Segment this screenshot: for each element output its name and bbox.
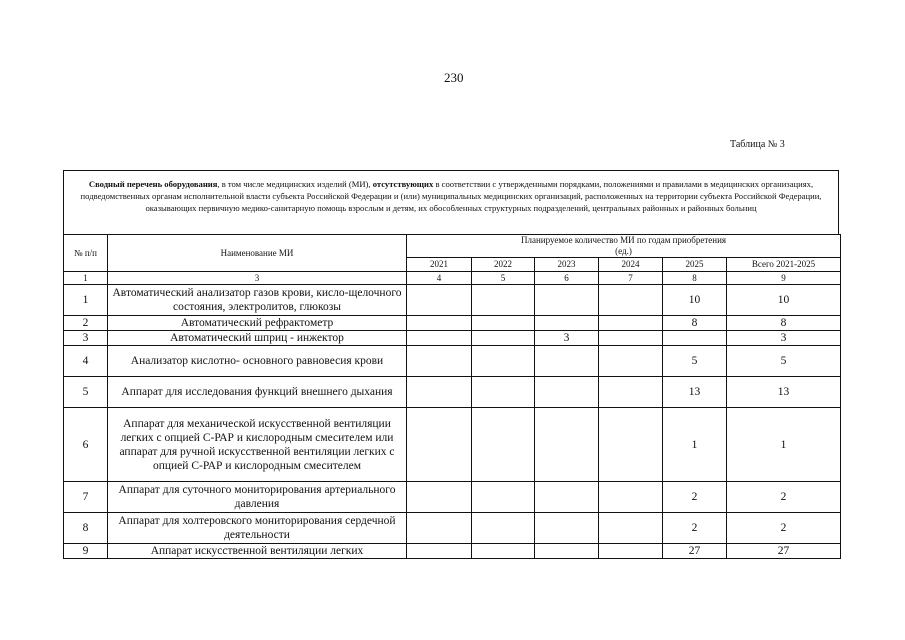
header-planned	[407, 235, 841, 258]
column-index-row	[64, 272, 841, 285]
table-row	[64, 316, 841, 331]
equipment-table	[63, 234, 841, 559]
cell-2023	[535, 377, 599, 408]
cell-2025: 2	[663, 482, 727, 513]
header-num: № п/п	[64, 235, 108, 272]
cell-2024	[599, 482, 663, 513]
cell-total: 2	[727, 513, 841, 544]
index-cell: 6	[535, 272, 599, 285]
cell-2022	[472, 346, 535, 377]
cell-2025: 13	[663, 377, 727, 408]
cell-2024	[599, 346, 663, 377]
cell-2022	[472, 285, 535, 316]
row-name: Анализатор кислотно- основного равновесия крови	[108, 346, 407, 377]
row-num: 5	[64, 377, 108, 408]
table-row	[64, 285, 841, 316]
cell-2021	[407, 346, 472, 377]
header-name: Наименование МИ	[108, 235, 407, 272]
cell-total: 8	[727, 316, 841, 331]
cell-2021	[407, 482, 472, 513]
page-number: 230	[444, 70, 464, 85]
cell-2021	[407, 316, 472, 331]
index-cell: 5	[472, 272, 535, 285]
cell-2021	[407, 408, 472, 482]
cell-total: 27	[727, 544, 841, 559]
cell-2025: 1	[663, 408, 727, 482]
row-num: 2	[64, 316, 108, 331]
row-name: Автоматический шприц - инжектор	[108, 331, 407, 346]
cell-2024	[599, 408, 663, 482]
cell-2024	[599, 377, 663, 408]
cell-2023	[535, 285, 599, 316]
header-planned-text: Планируемое количество МИ по годам приобретения	[520, 235, 727, 245]
table-row	[64, 346, 841, 377]
cell-2022	[472, 513, 535, 544]
header-year-2023: 2023	[535, 258, 599, 272]
row-num: 4	[64, 346, 108, 377]
cell-2022	[472, 377, 535, 408]
cell-total: 10	[727, 285, 841, 316]
header-total: Всего 2021-2025	[727, 258, 841, 272]
index-cell: 7	[599, 272, 663, 285]
cell-2025: 5	[663, 346, 727, 377]
cell-2022	[472, 544, 535, 559]
table-row	[64, 482, 841, 513]
header-year-2024: 2024	[599, 258, 663, 272]
cell-2024	[599, 544, 663, 559]
cell-2021	[407, 331, 472, 346]
title-part-2: в соответствии с утвержденными порядками, положениями и правилами в медицинских организациях, подведомственных органам исполнительной власти субъекта Российской Федерации и (или) муниципальных медицинских организаций, расположенных на территории субъекта Российской Федерации, оказывающих первичную медико-санитарную помощь взрослым и детям, их обособленных структурных подразделений, центральных районных и районных больниц	[80, 179, 822, 213]
header-unit: (ед.)	[615, 246, 632, 256]
title-bold-part-1: Сводный перечень оборудования	[88, 179, 218, 189]
row-num: 8	[64, 513, 108, 544]
cell-total: 1	[727, 408, 841, 482]
cell-2023	[535, 316, 599, 331]
cell-total: 2	[727, 482, 841, 513]
cell-2023	[535, 482, 599, 513]
table-row	[64, 408, 841, 482]
row-name: Аппарат для исследования функций внешнего дыхания	[108, 377, 407, 408]
row-name: Автоматический анализатор газов крови, кисло-щелочного состояния, электролитов, глюкозы	[108, 285, 407, 316]
table-row	[64, 377, 841, 408]
cell-2024	[599, 331, 663, 346]
cell-2023	[535, 346, 599, 377]
index-cell: 4	[407, 272, 472, 285]
cell-2025: 10	[663, 285, 727, 316]
cell-2023: 3	[535, 331, 599, 346]
cell-2025: 27	[663, 544, 727, 559]
row-num: 6	[64, 408, 108, 482]
cell-2025	[663, 331, 727, 346]
cell-2022	[472, 408, 535, 482]
cell-2021	[407, 513, 472, 544]
row-num: 9	[64, 544, 108, 559]
row-name: Аппарат для суточного мониторирования артериального давления	[108, 482, 407, 513]
header-year-2022: 2022	[472, 258, 535, 272]
cell-2024	[599, 513, 663, 544]
table-row	[64, 513, 841, 544]
table-title	[63, 170, 839, 234]
cell-2025: 8	[663, 316, 727, 331]
row-num: 3	[64, 331, 108, 346]
index-cell: 1	[64, 272, 108, 285]
row-name: Автоматический рефрактометр	[108, 316, 407, 331]
index-cell: 9	[727, 272, 841, 285]
row-num: 1	[64, 285, 108, 316]
cell-2021	[407, 544, 472, 559]
title-bold-part-2: отсутствующих	[372, 179, 434, 189]
table-row	[64, 331, 841, 346]
table-label: Таблица № 3	[730, 139, 785, 150]
cell-2023	[535, 408, 599, 482]
row-name: Аппарат для холтеровского мониторирования сердечной деятельности	[108, 513, 407, 544]
cell-2022	[472, 316, 535, 331]
title-part-1: , в том числе медицинских изделий (МИ),	[217, 179, 373, 189]
cell-2023	[535, 513, 599, 544]
index-cell: 8	[663, 272, 727, 285]
cell-total: 5	[727, 346, 841, 377]
cell-2024	[599, 285, 663, 316]
header-year-2025: 2025	[663, 258, 727, 272]
cell-2024	[599, 316, 663, 331]
cell-2021	[407, 377, 472, 408]
cell-2025: 2	[663, 513, 727, 544]
row-num: 7	[64, 482, 108, 513]
cell-total: 3	[727, 331, 841, 346]
header-year-2021: 2021	[407, 258, 472, 272]
index-cell: 3	[108, 272, 407, 285]
cell-2021	[407, 285, 472, 316]
header-row-1	[64, 235, 841, 258]
row-name: Аппарат искусственной вентиляции легких	[108, 544, 407, 559]
cell-2022	[472, 482, 535, 513]
row-name: Аппарат для механической искусственной вентиляции легких с опцией С-РАР и кислородным смесителем или аппарат для ручной искусственной вентиляции легких с опцией С-РАР и кислородным смесителем	[108, 408, 407, 482]
cell-total: 13	[727, 377, 841, 408]
table-row	[64, 544, 841, 559]
cell-2022	[472, 331, 535, 346]
cell-2023	[535, 544, 599, 559]
